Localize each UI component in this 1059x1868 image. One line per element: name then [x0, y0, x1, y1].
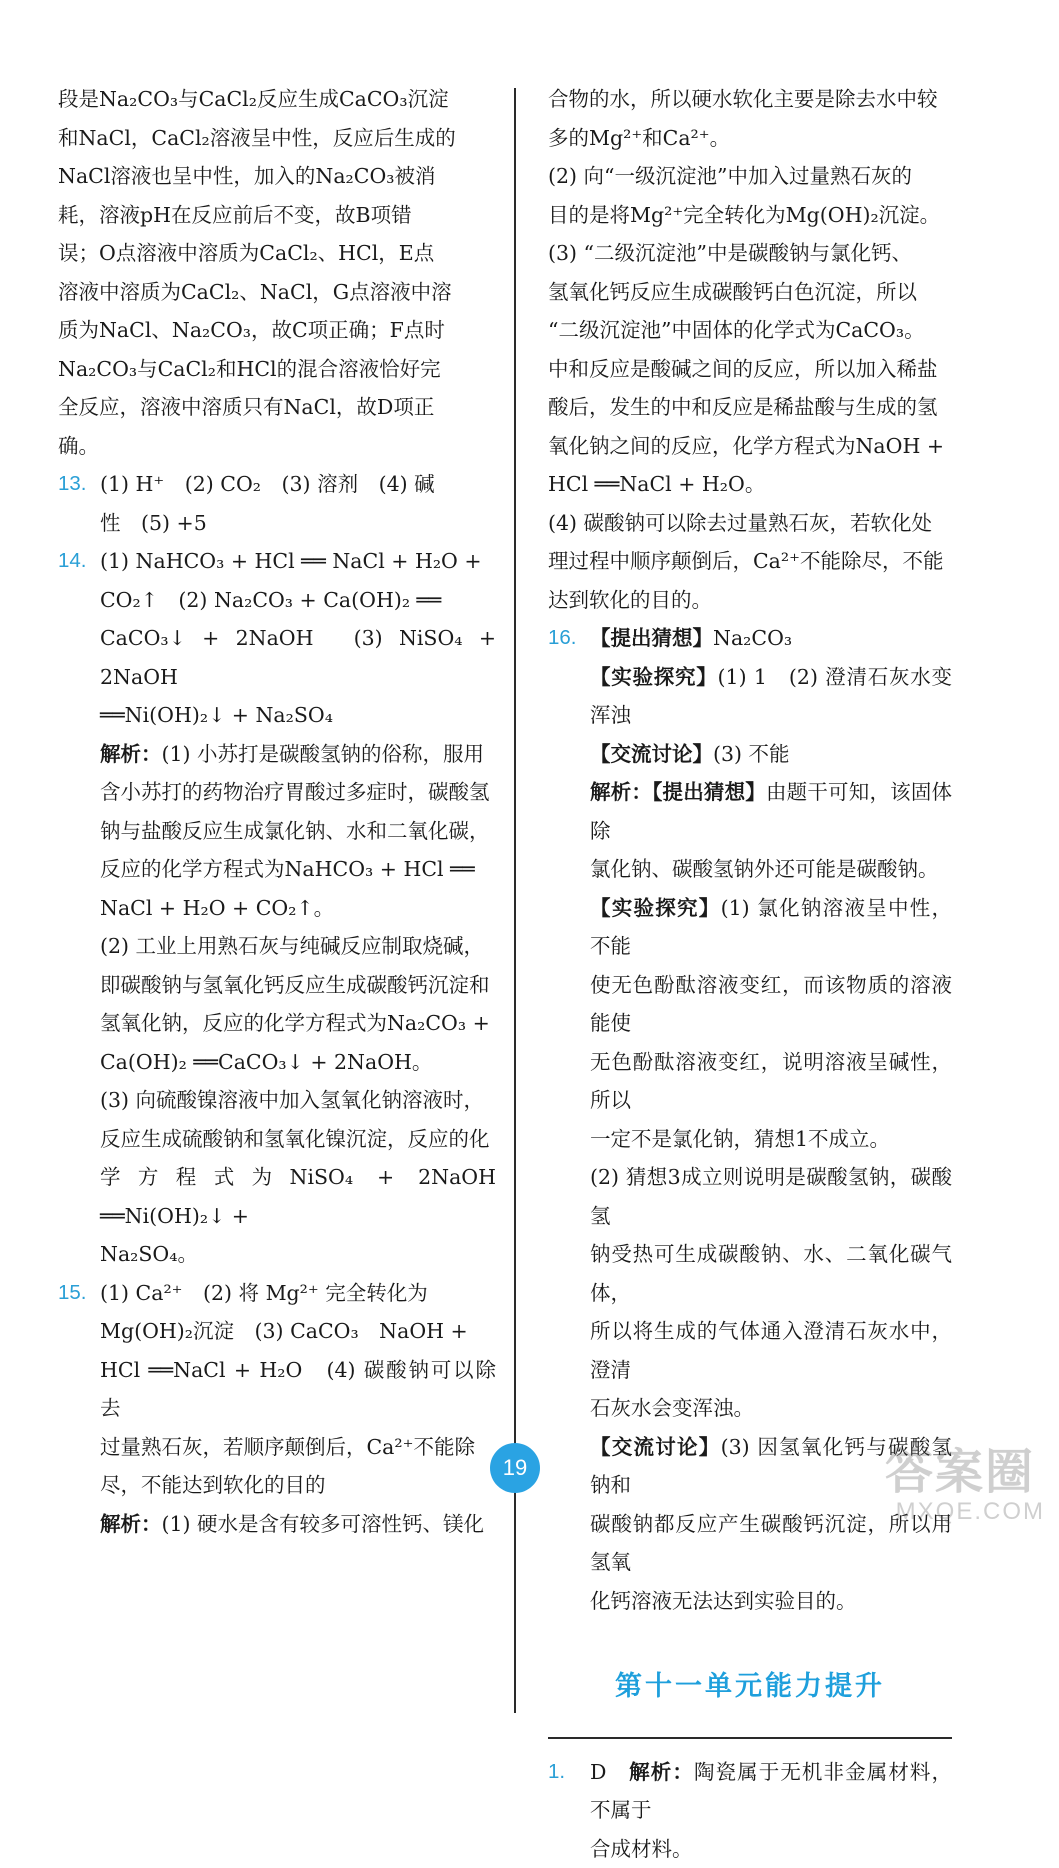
answer-line: (1) NaHCO₃ + HCl ══ NaCl + H₂O + — [100, 542, 496, 581]
analysis-line: 理过程中顺序颠倒后，Ca²⁺不能除尽，不能 — [548, 542, 952, 581]
answer-line: ══Ni(OH)₂↓ + Na₂SO₄ — [100, 696, 496, 735]
analysis-line: 合物的水，所以硬水软化主要是除去水中较 — [548, 80, 952, 119]
tag-label: 【交流讨论】 — [590, 742, 713, 766]
answer-letter: D — [590, 1760, 606, 1784]
watermark-text: 答案圈 — [885, 1446, 1045, 1498]
analysis-line: 含小苏打的药物治疗胃酸过多症时，碳酸氢 — [100, 773, 496, 812]
analysis-line: 氯化钠、碳酸氢钠外还可能是碳酸钠。 — [590, 850, 952, 889]
answer-line: Mg(OH)₂沉淀 (3) CaCO₃ NaOH + — [100, 1312, 496, 1351]
text-line: Na₂CO₃与CaCl₂和HCl的混合溶液恰好完 — [58, 350, 496, 389]
analysis-line — [590, 889, 952, 966]
analysis-line: 化钙溶液无法达到实验目的。 — [590, 1582, 952, 1621]
answer-line: CaCO₃↓ + 2NaOH (3) NiSO₄ + 2NaOH — [100, 619, 496, 696]
analysis-label: 解析： — [100, 742, 162, 766]
analysis-line: (2) 向“一级沉淀池”中加入过量熟石灰的 — [548, 157, 952, 196]
analysis-line: (2) 猜想3成立则说明是碳酸氢钠，碳酸氢 — [590, 1158, 952, 1235]
tag-label: 【实验探究】 — [590, 896, 721, 920]
answer-line: 尽，不能达到软化的目的 — [100, 1466, 496, 1505]
answer-line: (1) Ca²⁺ (2) 将 Mg²⁺ 完全转化为 — [100, 1274, 496, 1313]
analysis-line: 所以将生成的气体通入澄清石灰水中，澄清 — [590, 1312, 952, 1389]
analysis-text: (1) 氯化钠溶液呈中性，不能 — [590, 896, 952, 959]
analysis-text: (1) 硬水是含有较多可溶性钙、镁化 — [162, 1512, 485, 1536]
analysis-line: 一定不是氯化钠，猜想1不成立。 — [590, 1120, 952, 1159]
text-line: 段是Na₂CO₃与CaCl₂反应生成CaCO₃沉淀 — [58, 80, 496, 119]
right-column — [548, 80, 952, 1868]
text-line: 确。 — [58, 427, 496, 466]
question-number: 15. — [58, 1274, 87, 1313]
answer-line — [590, 1753, 952, 1830]
analysis-line: 合成材料。 — [590, 1830, 952, 1868]
text-line: 溶液中溶质为CaCl₂、NaCl，G点溶液中溶 — [58, 273, 496, 312]
analysis-text: 陶瓷属于无机非金属材料，不属于 — [590, 1760, 952, 1823]
answer-line: HCl ══NaCl + H₂O (4) 碳酸钠可以除去 — [100, 1351, 496, 1428]
analysis-line: NaCl + H₂O + CO₂↑。 — [100, 889, 496, 928]
tag-label: 【交流讨论】 — [590, 1435, 721, 1459]
question-15-continued — [548, 80, 952, 619]
question-15 — [58, 1274, 496, 1544]
question-13 — [58, 465, 496, 542]
answer-line: (1) H⁺ (2) CO₂ (3) 溶剂 (4) 碱 — [100, 465, 496, 504]
question-1 — [548, 1753, 952, 1868]
analysis-text: (3) 因氢氧化钙与碳酸氢钠和 — [590, 1435, 952, 1498]
question-14 — [58, 542, 496, 1274]
watermark-logo — [885, 1446, 1045, 1530]
answer-line: CO₂↑ (2) Na₂CO₃ + Ca(OH)₂ ══ — [100, 581, 496, 620]
analysis-line: 目的是将Mg²⁺完全转化为Mg(OH)₂沉淀。 — [548, 196, 952, 235]
analysis-line: 使无色酚酞溶液变红，而该物质的溶液能使 — [590, 966, 952, 1043]
analysis-line: Ca(OH)₂ ══CaCO₃↓ + 2NaOH。 — [100, 1043, 496, 1082]
analysis-line: (3) “二级沉淀池”中是碳酸钠与氯化钙、 — [548, 234, 952, 273]
answer-line: 过量熟石灰，若顺序颠倒后，Ca²⁺不能除 — [100, 1428, 496, 1467]
text-line: 误；O点溶液中溶质为CaCl₂、HCl，E点 — [58, 234, 496, 273]
text-line: NaCl溶液也呈中性，加入的Na₂CO₃被消 — [58, 157, 496, 196]
watermark-url: MXQE.COM — [885, 1498, 1045, 1526]
analysis-line — [100, 1505, 496, 1544]
analysis-line: 反应的化学方程式为NaHCO₃ + HCl ══ — [100, 850, 496, 889]
analysis-line: HCl ══NaCl + H₂O。 — [548, 465, 952, 504]
analysis-line: 钠与盐酸反应生成氯化钠、水和二氧化碳， — [100, 812, 496, 851]
intro-paragraph — [58, 80, 496, 465]
analysis-line: 达到软化的目的。 — [548, 581, 952, 620]
analysis-text: 由题干可知，该固体除 — [590, 780, 952, 843]
answer-line — [590, 735, 952, 774]
question-number: 13. — [58, 465, 87, 504]
analysis-line: 无色酚酞溶液变红，说明溶液呈碱性，所以 — [590, 1043, 952, 1120]
answer-line: 性 (5) +5 — [100, 504, 496, 543]
text-line: 全反应，溶液中溶质只有NaCl，故D项正 — [58, 388, 496, 427]
analysis-line: Na₂SO₄。 — [100, 1235, 496, 1274]
analysis-line: “二级沉淀池”中固体的化学式为CaCO₃。 — [548, 311, 952, 350]
answer-text: (3) 不能 — [713, 742, 790, 766]
answer-line — [590, 658, 952, 735]
tag-label: 【提出猜想】 — [652, 780, 766, 804]
tag-label: 【提出猜想】 — [590, 626, 713, 650]
analysis-label: 解析： — [590, 780, 652, 804]
question-number: 1. — [548, 1753, 565, 1792]
text-line: 质为NaCl、Na₂CO₃，故C项正确；F点时 — [58, 311, 496, 350]
analysis-line: 反应生成硫酸钠和氢氧化镍沉淀，反应的化 — [100, 1120, 496, 1159]
analysis-line: (4) 碳酸钠可以除去过量熟石灰，若软化处 — [548, 504, 952, 543]
section-rule — [548, 1737, 952, 1739]
analysis-line — [590, 773, 952, 850]
analysis-line: 学方程式为NiSO₄ + 2NaOH ══Ni(OH)₂↓ + — [100, 1158, 496, 1235]
analysis-label: 解析： — [100, 1512, 162, 1536]
answer-text: (1) 1 (2) 澄清石灰水变浑浊 — [590, 665, 952, 728]
analysis-line: 石灰水会变浑浊。 — [590, 1389, 952, 1428]
analysis-line: 钠受热可生成碳酸钠、水、二氧化碳气体， — [590, 1235, 952, 1312]
analysis-label: 解析： — [629, 1760, 694, 1784]
answer-text: Na₂CO₃ — [713, 626, 792, 650]
analysis-line: 氢氧化钙反应生成碳酸钙白色沉淀，所以 — [548, 273, 952, 312]
analysis-line — [100, 735, 496, 774]
question-number: 14. — [58, 542, 87, 581]
analysis-line: (2) 工业上用熟石灰与纯碱反应制取烧碱， — [100, 927, 496, 966]
page-number: 19 — [490, 1443, 540, 1493]
analysis-line: 氧化钠之间的反应，化学方程式为NaOH + — [548, 427, 952, 466]
analysis-line: 碳酸钠都反应产生碳酸钙沉淀，所以用氢氧 — [590, 1505, 952, 1582]
analysis-line: 多的Mg²⁺和Ca²⁺。 — [548, 119, 952, 158]
analysis-line: 即碳酸钠与氢氧化钙反应生成碳酸钙沉淀和 — [100, 966, 496, 1005]
analysis-line: 中和反应是酸碱之间的反应，所以加入稀盐 — [548, 350, 952, 389]
text-line: 耗，溶液pH在反应前后不变，故B项错 — [58, 196, 496, 235]
tag-label: 【实验探究】 — [590, 665, 718, 689]
left-column — [58, 80, 496, 1543]
question-number: 16. — [548, 619, 577, 658]
answer-line — [590, 619, 952, 658]
text-line: 和NaCl，CaCl₂溶液呈中性，反应后生成的 — [58, 119, 496, 158]
analysis-text: (1) 小苏打是碳酸氢钠的俗称，服用 — [162, 742, 485, 766]
analysis-line: 酸后，发生的中和反应是稀盐酸与生成的氢 — [548, 388, 952, 427]
section-title: 第十一单元能力提升 — [548, 1668, 952, 1707]
analysis-line: 氢氧化钠，反应的化学方程式为Na₂CO₃ + — [100, 1004, 496, 1043]
analysis-line: (3) 向硫酸镍溶液中加入氢氧化钠溶液时， — [100, 1081, 496, 1120]
